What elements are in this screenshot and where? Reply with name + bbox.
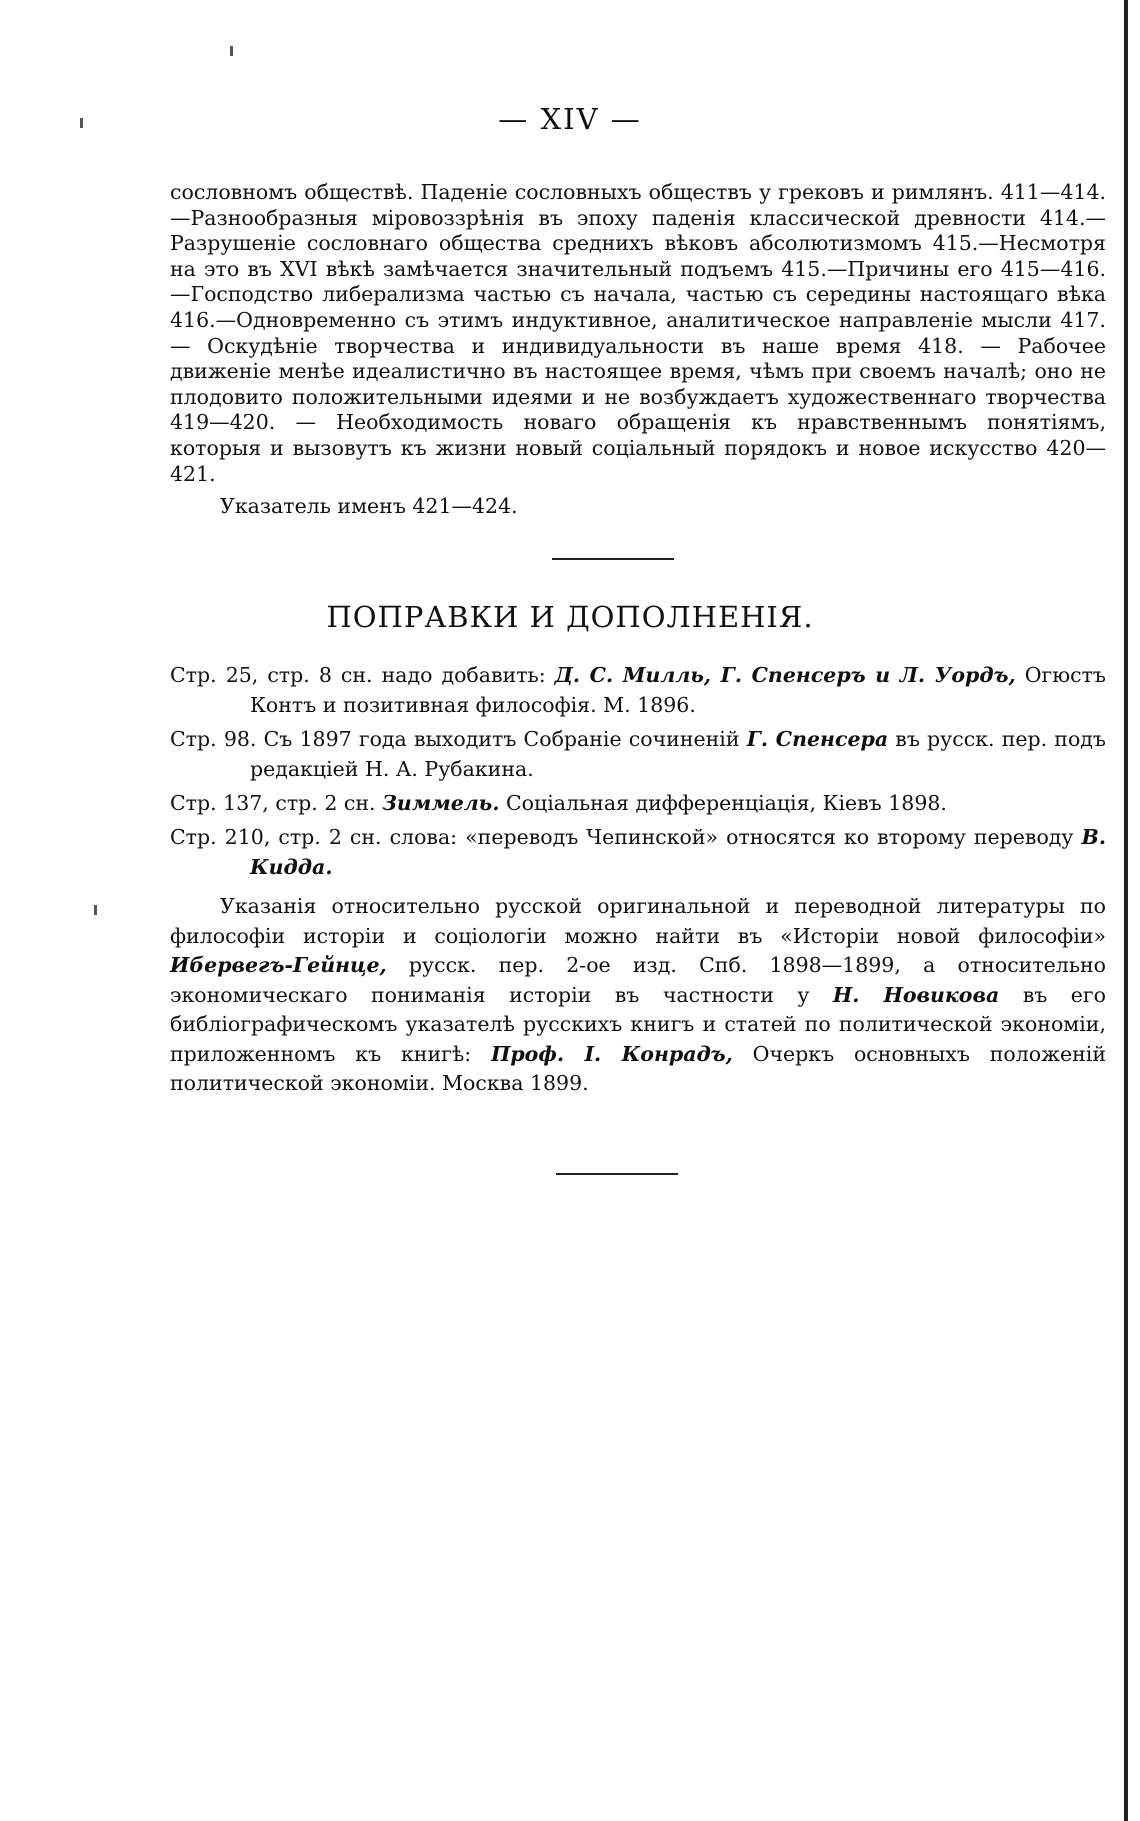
correction-authors: Зиммель. — [382, 791, 500, 815]
note-author: Ибервегъ-Гейнце, — [170, 953, 387, 977]
page-edge-shadow — [1124, 0, 1128, 1821]
page-number: — XIV — — [498, 102, 642, 136]
scan-speck — [230, 46, 233, 56]
correction-text: Соціальная дифференціація, Кіевъ 1898. — [505, 791, 947, 815]
chapter-summary-paragraph: сословномъ обществѣ. Паденіе сословныхъ обществъ у грековъ и римлянъ. 411—414.—Разнообразныя міровоззрѣнія въ эпоху паденія классической древности 414.—Разрушеніе сословнаго общества среднихъ вѣковъ абсолютизмомъ 415.—Несмотря на это въ XVI вѣкѣ замѣчается значительный подъемъ 415.—Причины его 415—416.—Господство либерализма частью съ начала, частью съ середины настоящаго вѣка 416.—Одновременно съ этимъ индуктивное, аналитическое направленіе мысли 417. — Оскудѣніе творчества и индивидуальности въ наше время 418. — Рабочее движеніе менѣе идеалистично въ настоящее время, чѣмъ при своемъ началѣ; оно не плодовито положительными идеями и не возбуждаетъ художественнаго творчества 419—420. — Необходимость новаго обращенія къ нравственнымъ понятіямъ, которыя и вызовутъ къ жизни новый соціальный порядокъ и новое искусство 420—421. — [170, 180, 1106, 486]
note-author: Проф. І. Конрадъ, — [490, 1041, 733, 1066]
correction-item — [170, 724, 1106, 784]
corrections-list — [170, 660, 1106, 886]
correction-reference: Стр. 98. Съ 1897 года выходитъ Собраніе сочиненій — [170, 727, 740, 751]
correction-reference: Стр. 210, стр. 2 сн. слова: «переводъ Чепинской» относятся ко второму переводу — [170, 825, 1074, 849]
correction-text: Огюстъ Контъ и позитивная философія. М. 1896. — [250, 663, 1106, 717]
correction-authors: Г. Спенсера — [746, 727, 889, 751]
literature-note-paragraph — [170, 892, 1106, 1099]
scan-speck — [94, 905, 97, 915]
note-text: Указанія относительно русской оригинальной и переводной литературы по философіи исторіи и соціологіи можно найти въ «Исторіи новой философіи» — [170, 894, 1106, 948]
note-text: русск. пер. 2-ое изд. Спб. 1898—1899, а относительно экономическаго пониманія исторіи въ частности у — [170, 953, 1106, 1007]
note-text: Очеркъ основныхъ положеній политической экономіи. Москва 1899. — [170, 1041, 1106, 1095]
correction-reference: Стр. 137, стр. 2 сн. — [170, 791, 376, 815]
section-title: ПОПРАВКИ И ДОПОЛНЕНІЯ. — [326, 600, 814, 634]
correction-text: въ русск. пер. подъ редакціей Н. А. Рубакина. — [250, 727, 1106, 781]
note-text: въ его библіографическомъ указателѣ русскихъ книгъ и статей по политической экономіи, приложенномъ къ книгѣ: — [170, 982, 1106, 1066]
correction-reference: Стр. 25, стр. 8 сн. надо добавить: — [170, 663, 546, 687]
correction-authors: Д. С. Милль, Г. Спенсеръ и Л. Уордъ, — [554, 663, 1016, 687]
correction-item — [170, 660, 1106, 720]
correction-item — [170, 788, 1106, 818]
section-divider — [552, 558, 674, 560]
correction-item — [170, 822, 1106, 882]
correction-authors: В. Кидда. — [250, 825, 1106, 879]
end-divider — [556, 1173, 678, 1175]
note-author: Н. Новикова — [832, 982, 1000, 1007]
name-index-line: Указатель именъ 421—424. — [220, 494, 518, 518]
